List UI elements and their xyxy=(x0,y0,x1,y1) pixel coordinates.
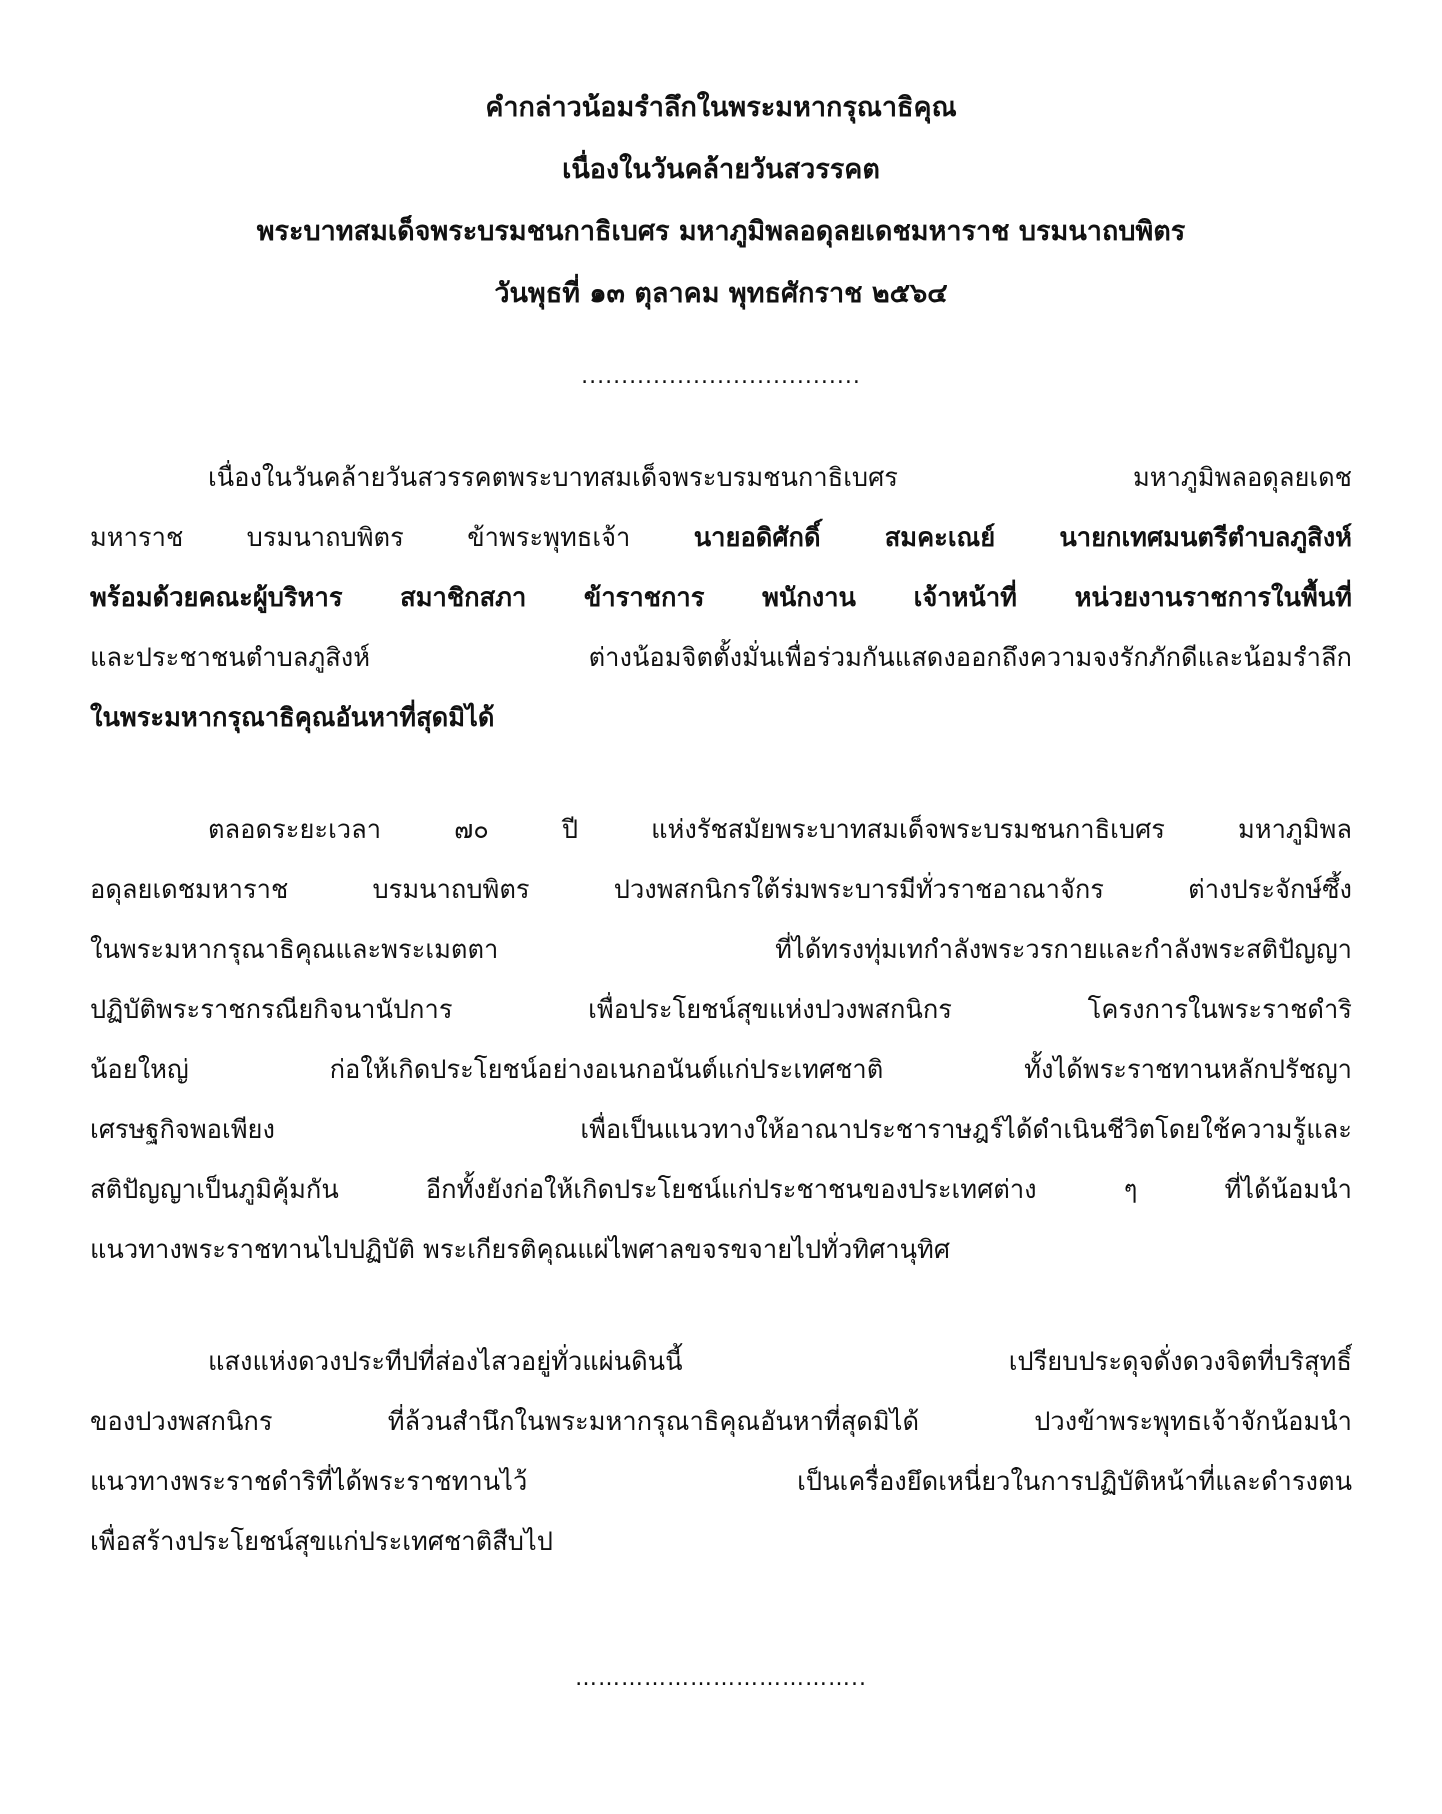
title-line-4-date: วันพุธที่ ๑๓ ตุลาคม พุทธศักราช ๒๕๖๔ xyxy=(494,278,948,309)
paragraph-1-line-1: เนื่องในวันคล้ายวันสวรรคตพระบาทสมเด็จพระบรมชนกาธิเบศร มหาภูมิพลอดุลยเดช xyxy=(208,463,1352,493)
paragraph-2-line-1: ตลอดระยะเวลา ๗๐ ปี แห่งรัชสมัยพระบาทสมเด็จพระบรมชนกาธิเบศร มหาภูมิพล xyxy=(208,815,1352,845)
paragraph-3-line-4: เพื่อสร้างประโยชน์สุขแก่ประเทศชาติสืบไป xyxy=(90,1527,553,1557)
paragraph-2-line-6: เศรษฐกิจพอเพียง เพื่อเป็นแนวทางให้อาณาประชาราษฎร์ได้ดำเนินชีวิตโดยใช้ความรู้และ xyxy=(90,1115,1352,1145)
paragraph-2-line-5: น้อยใหญ่ ก่อให้เกิดประโยชน์อย่างอเนกอนันต์แก่ประเทศชาติ ทั้งได้พระราชทานหลักปรัชญา xyxy=(90,1055,1352,1085)
mayor-name-title: นายอดิศักดิ์ สมคะเณย์ นายกเทศมนตรีตำบลภูสิงห์ xyxy=(693,523,1352,553)
paragraph-3-line-1: แสงแห่งดวงประทีปที่ส่องไสวอยู่ทั่วแผ่นดินนี้ เปรียบประดุจดั่งดวงจิตที่บริสุทธิ์ xyxy=(208,1347,1352,1377)
title-line-3: พระบาทสมเด็จพระบรมชนกาธิเบศร มหาภูมิพลอดุลยเดชมหาราช บรมนาถบพิตร xyxy=(256,216,1186,247)
paragraph-2-line-2: อดุลยเดชมหาราช บรมนาถบพิตร ปวงพสกนิกรใต้ร่มพระบารมีทั่วราชอาณาจักร ต่างประจักษ์ซึ้ง xyxy=(90,875,1352,905)
paragraph-1-line-2-text: มหาราช บรมนาถบพิตร ข้าพระพุทธเจ้า xyxy=(90,523,694,553)
paragraph-1-line-3: พร้อมด้วยคณะผู้บริหาร สมาชิกสภา ข้าราชการ พนักงาน เจ้าหน้าที่ หน่วยงานราชการในพื้นที่ xyxy=(90,583,1352,613)
paragraph-1-line-2 xyxy=(90,516,1352,564)
paragraph-2-line-4: ปฏิบัติพระราชกรณียกิจนานัปการ เพื่อประโยชน์สุขแห่งปวงพสกนิกร โครงการในพระราชดำริ xyxy=(90,995,1352,1025)
paragraph-1-line-5: ในพระมหากรุณาธิคุณอันหาที่สุดมิได้ xyxy=(90,703,495,733)
header-divider: ................................... xyxy=(581,364,861,389)
footer-divider: ……………………………….. xyxy=(575,1666,867,1691)
title-line-1: คำกล่าวน้อมรำลึกในพระมหากรุณาธิคุณ xyxy=(485,92,957,123)
paragraph-3-line-3: แนวทางพระราชดำริที่ได้พระราชทานไว้ เป็นเครื่องยึดเหนี่ยวในการปฏิบัติหน้าที่และดำรงตน xyxy=(90,1467,1352,1497)
title-line-2: เนื่องในวันคล้ายวันสวรรคต xyxy=(562,154,880,185)
paragraph-2-line-3: ในพระมหากรุณาธิคุณและพระเมตตา ที่ได้ทรงทุ่มเทกำลังพระวรกายและกำลังพระสติปัญญา xyxy=(90,935,1352,965)
paragraph-2-line-8: แนวทางพระราชทานไปปฏิบัติ พระเกียรติคุณแผ่ไพศาลขจรขจายไปทั่วทิศานุทิศ xyxy=(90,1235,951,1265)
paragraph-1-line-4: และประชาชนตำบลภูสิงห์ ต่างน้อมจิตตั้งมั่นเพื่อร่วมกันแสดงออกถึงความจงรักภักดีและน้อมรำลึก xyxy=(90,643,1352,673)
paragraph-2-line-7: สติปัญญาเป็นภูมิคุ้มกัน อีกทั้งยังก่อให้เกิดประโยชน์แก่ประชาชนของประเทศต่าง ๆ ที่ได้น้อมนำ xyxy=(90,1175,1352,1205)
paragraph-3-line-2: ของปวงพสกนิกร ที่ล้วนสำนึกในพระมหากรุณาธิคุณอันหาที่สุดมิได้ ปวงข้าพระพุทธเจ้าจักน้อมนำ xyxy=(90,1407,1352,1437)
